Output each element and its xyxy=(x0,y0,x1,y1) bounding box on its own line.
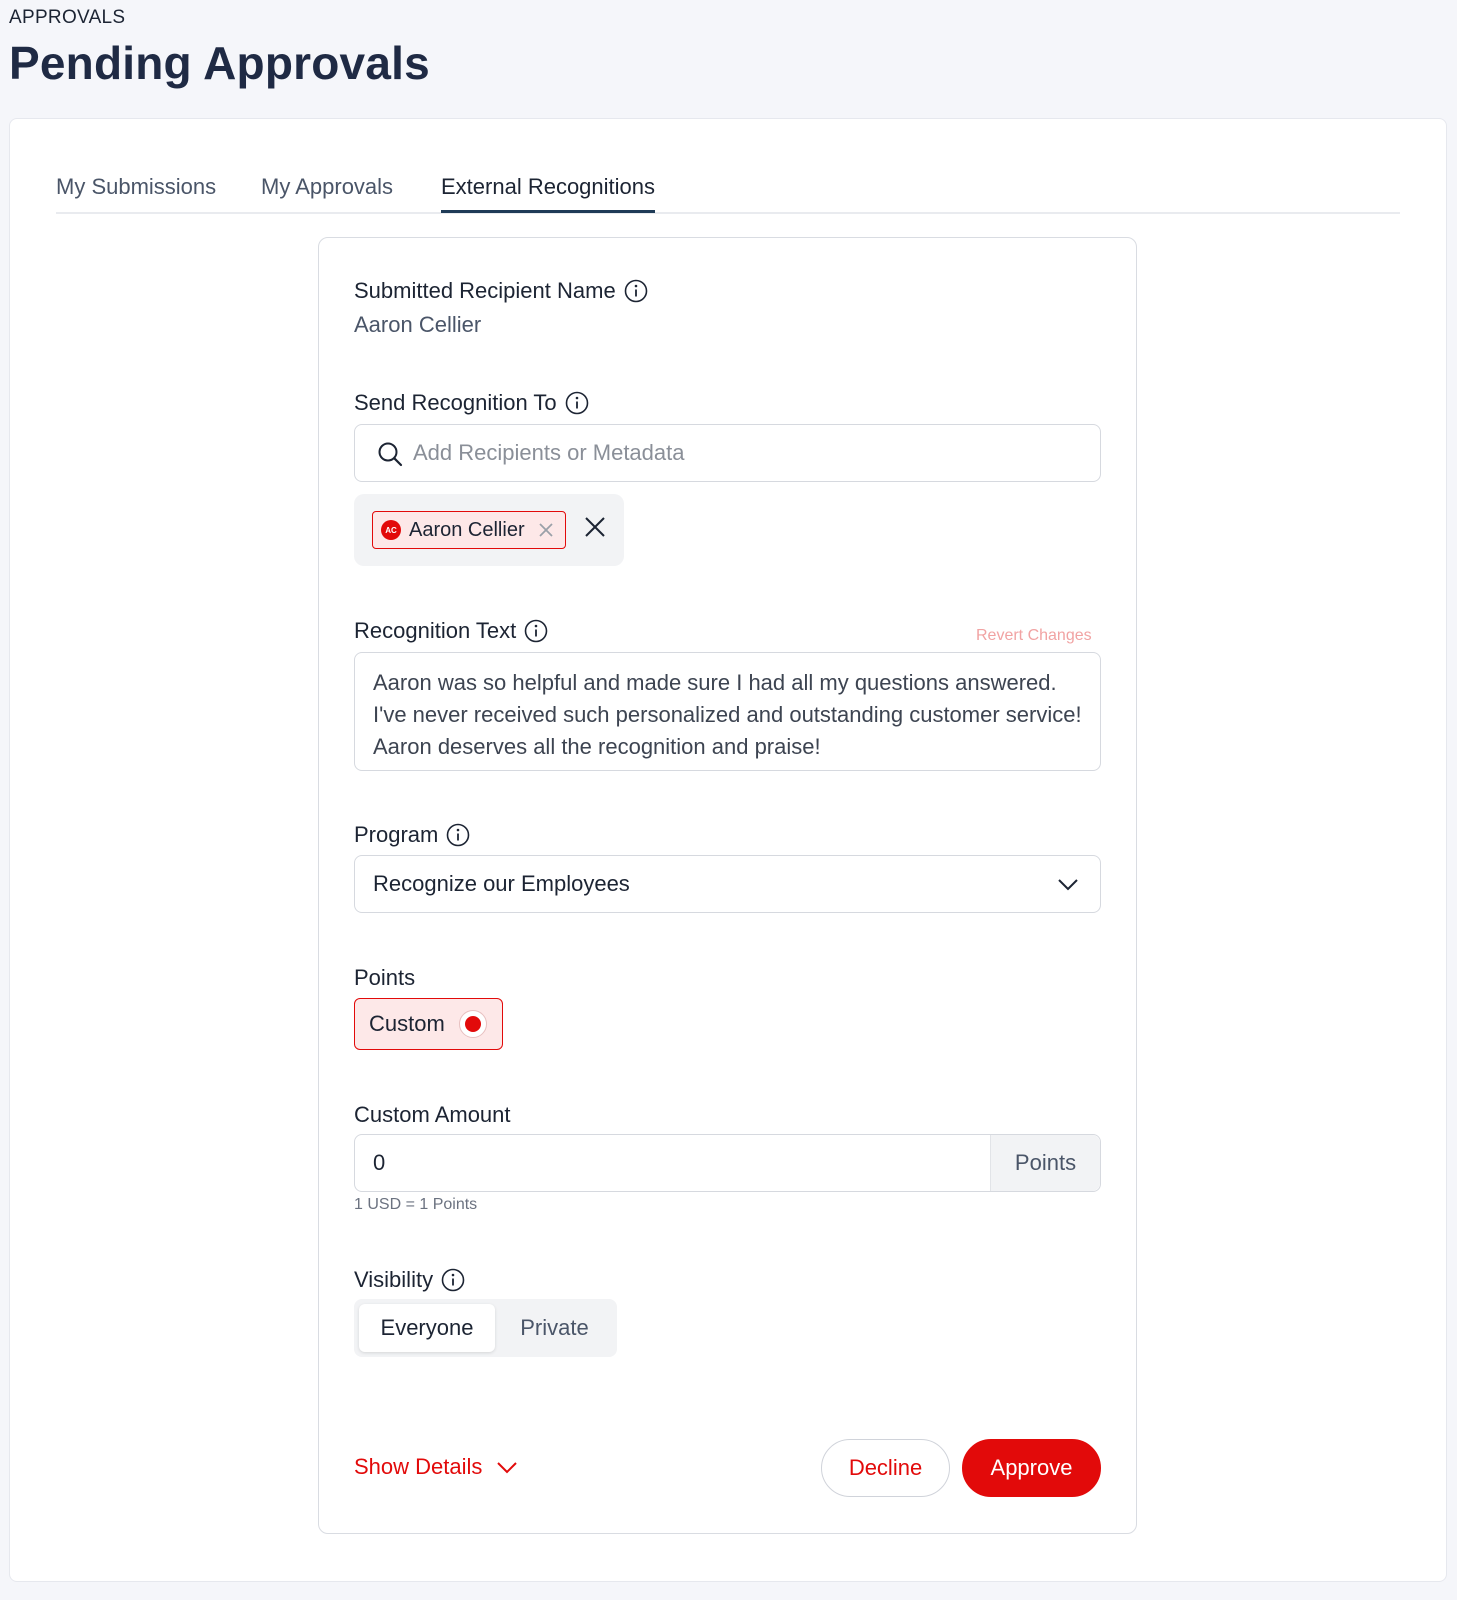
send-to-label xyxy=(354,390,589,416)
visibility-label xyxy=(354,1267,465,1293)
custom-amount-suffix: Points xyxy=(990,1135,1100,1191)
submitted-recipient-label xyxy=(354,278,648,304)
clear-recipients-icon[interactable] xyxy=(582,514,608,540)
program-label xyxy=(354,822,470,848)
points-option-custom[interactable] xyxy=(354,998,503,1050)
visibility-option-private[interactable]: Private xyxy=(520,1315,589,1340)
recognition-text-area[interactable]: Aaron was so helpful and made sure I had all my questions answered. I've never received such personalized and outstanding customer service! Aaron deserves all the recognition and praise! xyxy=(354,652,1101,771)
chevron-down-icon xyxy=(1056,872,1080,896)
page-eyebrow: APPROVALS xyxy=(9,7,126,28)
tab-my-submissions[interactable]: My Submissions xyxy=(56,174,217,199)
info-icon[interactable] xyxy=(565,391,589,415)
custom-amount-label: Custom Amount xyxy=(354,1102,511,1127)
radio-selected-dot xyxy=(465,1016,481,1032)
search-icon xyxy=(377,441,403,467)
revert-changes-link[interactable]: Revert Changes xyxy=(976,627,1092,644)
page-title: Pending Approvals xyxy=(9,37,430,89)
approve-button[interactable]: Approve xyxy=(962,1439,1101,1497)
decline-button[interactable]: Decline xyxy=(821,1439,950,1497)
custom-amount-box xyxy=(354,1134,1101,1192)
program-selected-value: Recognize our Employees xyxy=(373,871,630,896)
visibility-label-text: Visibility xyxy=(354,1267,434,1292)
close-icon[interactable] xyxy=(537,521,555,539)
info-icon[interactable] xyxy=(624,279,648,303)
tab-external-recognitions[interactable]: External Recognitions xyxy=(441,174,655,213)
info-icon[interactable] xyxy=(441,1268,465,1292)
points-option-label: Custom xyxy=(369,1011,445,1036)
tab-bar xyxy=(56,170,1400,214)
info-icon[interactable] xyxy=(446,823,470,847)
recipient-chip-label: Aaron Cellier xyxy=(409,518,525,541)
avatar: AC xyxy=(381,520,401,540)
program-label-text: Program xyxy=(354,822,439,847)
program-select[interactable] xyxy=(354,855,1101,913)
chevron-down-icon xyxy=(496,1456,518,1478)
custom-amount-input[interactable] xyxy=(355,1135,990,1191)
send-to-label-text: Send Recognition To xyxy=(354,390,557,415)
conversion-helper-text: 1 USD = 1 Points xyxy=(354,1196,478,1213)
points-custom-radio[interactable] xyxy=(459,1010,487,1038)
recipient-search-box xyxy=(354,424,1101,482)
submitted-recipient-value: Aaron Cellier xyxy=(354,312,482,337)
recognition-text-label-text: Recognition Text xyxy=(354,618,517,643)
points-label: Points xyxy=(354,965,416,990)
selected-recipients xyxy=(354,494,624,566)
show-details-toggle[interactable] xyxy=(354,1454,518,1480)
show-details-label: Show Details xyxy=(354,1454,483,1479)
info-icon[interactable] xyxy=(524,619,548,643)
visibility-toggle xyxy=(354,1299,617,1357)
recipient-search-input[interactable] xyxy=(413,425,1073,481)
submitted-recipient-label-text: Submitted Recipient Name xyxy=(354,278,616,303)
recipient-chip xyxy=(372,511,566,549)
visibility-option-everyone[interactable]: Everyone xyxy=(359,1304,495,1352)
tab-my-approvals[interactable]: My Approvals xyxy=(261,174,394,199)
recognition-text-label xyxy=(354,618,548,644)
